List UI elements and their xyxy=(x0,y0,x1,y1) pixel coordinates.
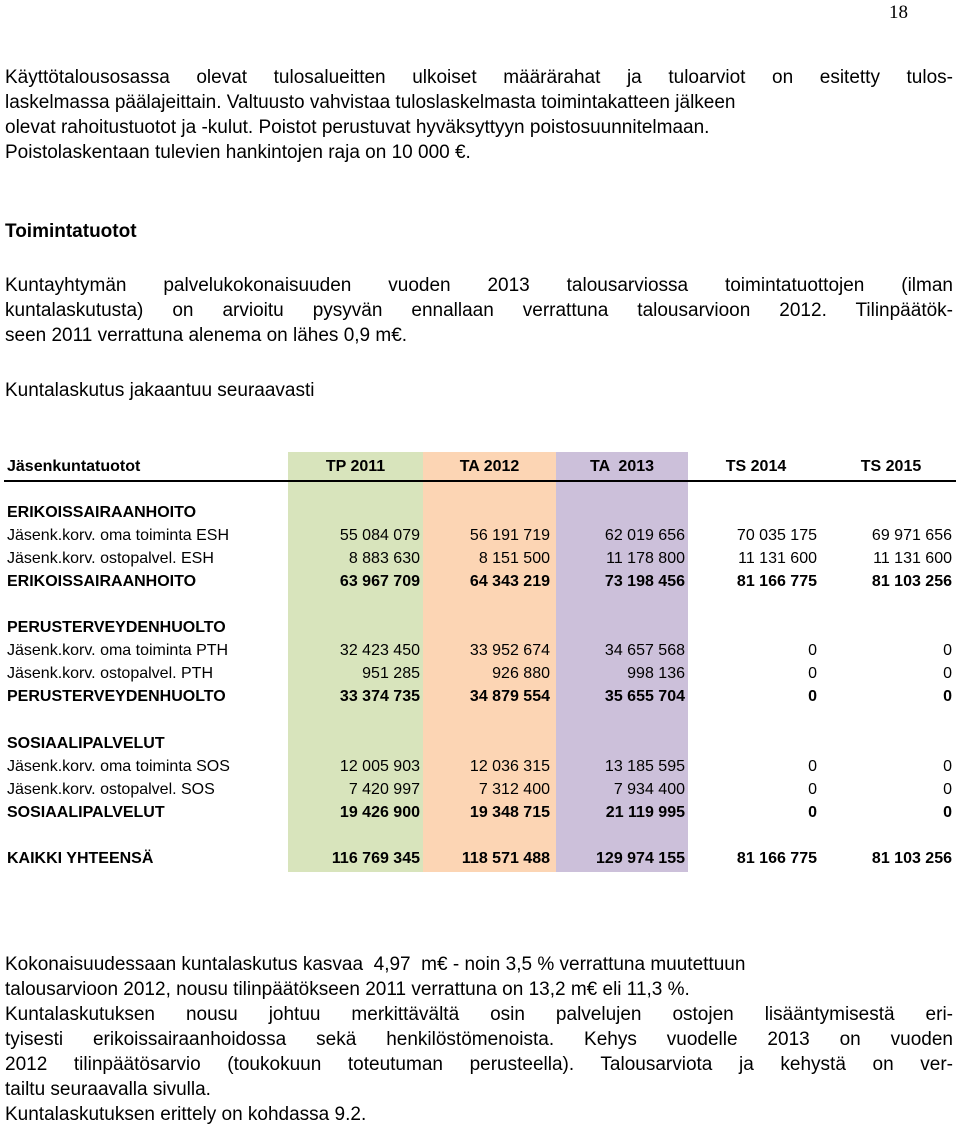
value-cell: 13 185 595 xyxy=(604,758,685,775)
value-cell: 33 952 674 xyxy=(469,642,550,659)
text-line: Poistolaskentaan tulevien hankintojen raja on 10 000 €. xyxy=(5,142,471,163)
text-line: laskelmassa päälajeittain. Valtuusto vahvistaa tuloslaskelmasta toimintakatteen jälkeen xyxy=(5,92,736,113)
value-cell: 998 136 xyxy=(627,665,685,682)
text-line: tailtu seuraavalla sivulla. xyxy=(5,1079,211,1100)
total-label: PERUSTERVEYDENHUOLTO xyxy=(7,688,226,705)
text-line: Käyttötalousosassa olevat tulosalueitten ulkoiset määrärahat ja tuloarviot on esitetty tulos- xyxy=(5,67,953,88)
section-heading: Toimintatuotot xyxy=(5,221,137,242)
text-line: Kuntayhtymän palvelukokonaisuuden vuoden 2013 talousarviossa toimintatuottojen (ilman xyxy=(5,275,953,296)
grand-total-cell: 129 974 155 xyxy=(596,850,685,867)
section-title: PERUSTERVEYDENHUOLTO xyxy=(7,619,226,636)
total-cell: 81 166 775 xyxy=(736,573,817,590)
row-label: Jäsenk.korv. ostopalvel. ESH xyxy=(7,550,214,567)
value-cell: 0 xyxy=(808,758,817,775)
column-header: TS 2015 xyxy=(860,458,922,475)
value-cell: 11 131 600 xyxy=(738,550,817,567)
total-cell: 0 xyxy=(808,804,817,821)
row-label: Jäsenk.korv. ostopalvel. PTH xyxy=(7,665,214,682)
total-label: SOSIAALIPALVELUT xyxy=(7,804,165,821)
total-cell: 34 879 554 xyxy=(469,688,550,705)
value-cell: 0 xyxy=(943,758,952,775)
text-line: Kuntalaskutuksen erittely on kohdassa 9.2. xyxy=(5,1104,367,1125)
value-cell: 8 151 500 xyxy=(478,550,550,567)
column-header: TA 2013 xyxy=(589,458,655,475)
closing-paragraph xyxy=(5,952,953,1127)
value-cell: 70 035 175 xyxy=(736,527,817,544)
section-title: ERIKOISSAIRAANHOITO xyxy=(7,504,197,521)
total-cell: 21 119 995 xyxy=(605,804,685,821)
grand-total-cell: 118 571 488 xyxy=(461,850,550,867)
row-label: Jäsenk.korv. oma toiminta PTH xyxy=(7,642,229,659)
value-cell: 32 423 450 xyxy=(339,642,420,659)
table-intro-text: Kuntalaskutus jakaantuu seuraavasti xyxy=(5,380,315,401)
column-header: TS 2014 xyxy=(725,458,787,475)
total-cell: 0 xyxy=(943,688,952,705)
grand-total-cell: 116 769 345 xyxy=(331,850,420,867)
value-cell: 0 xyxy=(943,642,952,659)
value-cell: 0 xyxy=(943,781,952,798)
total-cell: 73 198 456 xyxy=(604,573,685,590)
header-rule xyxy=(4,480,956,482)
column-header: TP 2011 xyxy=(325,458,386,475)
row-label: Jäsenk.korv. oma toiminta SOS xyxy=(7,758,230,775)
text-line: 2012 tilinpäätösarvio (toukokuun toteutuman perusteella). Talousarviota ja kehystä on ver- xyxy=(5,1054,953,1075)
section-title: SOSIAALIPALVELUT xyxy=(7,735,165,752)
value-cell: 7 934 400 xyxy=(613,781,685,798)
page-number: 18 xyxy=(889,2,908,23)
value-cell: 12 036 315 xyxy=(469,758,550,775)
text-line: seen 2011 verrattuna alenema on lähes 0,9 m€. xyxy=(5,325,408,346)
value-cell: 0 xyxy=(808,642,817,659)
total-cell: 81 103 256 xyxy=(871,573,952,590)
total-cell: 33 374 735 xyxy=(339,688,420,705)
total-cell: 63 967 709 xyxy=(339,573,420,590)
total-cell: 19 348 715 xyxy=(469,804,550,821)
value-cell: 7 312 400 xyxy=(478,781,550,798)
column-header: TA 2012 xyxy=(459,458,520,475)
table-intro xyxy=(5,378,953,403)
text-line: talousarvioon 2012, nousu tilinpäätökseen 2011 verrattuna on 13,2 m€ eli 11,3 %. xyxy=(5,979,690,1000)
total-label: ERIKOISSAIRAANHOITO xyxy=(7,573,197,590)
text-line: olevat rahoitustuotot ja -kulut. Poistot perustuvat hyväksyttyyn poistosuunnitelmaan. xyxy=(5,117,710,138)
value-cell: 0 xyxy=(808,665,817,682)
value-cell: 56 191 719 xyxy=(469,527,550,544)
grand-total-label: KAIKKI YHTEENSÄ xyxy=(7,850,154,867)
billing-table xyxy=(0,452,960,872)
intro-paragraph xyxy=(5,65,953,165)
total-cell: 19 426 900 xyxy=(339,804,420,821)
value-cell: 11 178 800 xyxy=(606,550,685,567)
value-cell: 0 xyxy=(808,781,817,798)
total-cell: 0 xyxy=(943,804,952,821)
value-cell: 11 131 600 xyxy=(873,550,952,567)
text-line: Kokonaisuudessaan kuntalaskutus kasvaa 4,97 m€ - noin 3,5 % verrattuna muutettuun xyxy=(5,954,746,975)
text-line: kuntalaskutusta) on arvioitu pysyvän ennallaan verrattuna talousarvioon 2012. Tilinpäätök- xyxy=(5,300,953,321)
text-line: Kuntalaskutuksen nousu johtuu merkittävältä osin palvelujen ostojen lisääntymisestä eri- xyxy=(5,1004,953,1025)
grand-total-cell: 81 166 775 xyxy=(736,850,817,867)
total-cell: 64 343 219 xyxy=(469,573,550,590)
section-paragraph xyxy=(5,273,953,348)
table-header-label: Jäsenkuntatuotot xyxy=(7,458,141,475)
value-cell: 951 285 xyxy=(362,665,420,682)
text-line: tyisesti erikoissairaanhoidossa sekä henkilöstömenoista. Kehys vuodelle 2013 on vuoden xyxy=(5,1029,953,1050)
total-cell: 35 655 704 xyxy=(604,688,685,705)
value-cell: 69 971 656 xyxy=(871,527,952,544)
row-label: Jäsenk.korv. oma toiminta ESH xyxy=(7,527,230,544)
value-cell: 926 880 xyxy=(492,665,550,682)
value-cell: 7 420 997 xyxy=(348,781,420,798)
row-label: Jäsenk.korv. ostopalvel. SOS xyxy=(7,781,215,798)
value-cell: 55 084 079 xyxy=(339,527,420,544)
value-cell: 12 005 903 xyxy=(339,758,420,775)
value-cell: 8 883 630 xyxy=(348,550,420,567)
grand-total-cell: 81 103 256 xyxy=(871,850,952,867)
value-cell: 62 019 656 xyxy=(604,527,685,544)
value-cell: 34 657 568 xyxy=(604,642,685,659)
total-cell: 0 xyxy=(808,688,817,705)
value-cell: 0 xyxy=(943,665,952,682)
